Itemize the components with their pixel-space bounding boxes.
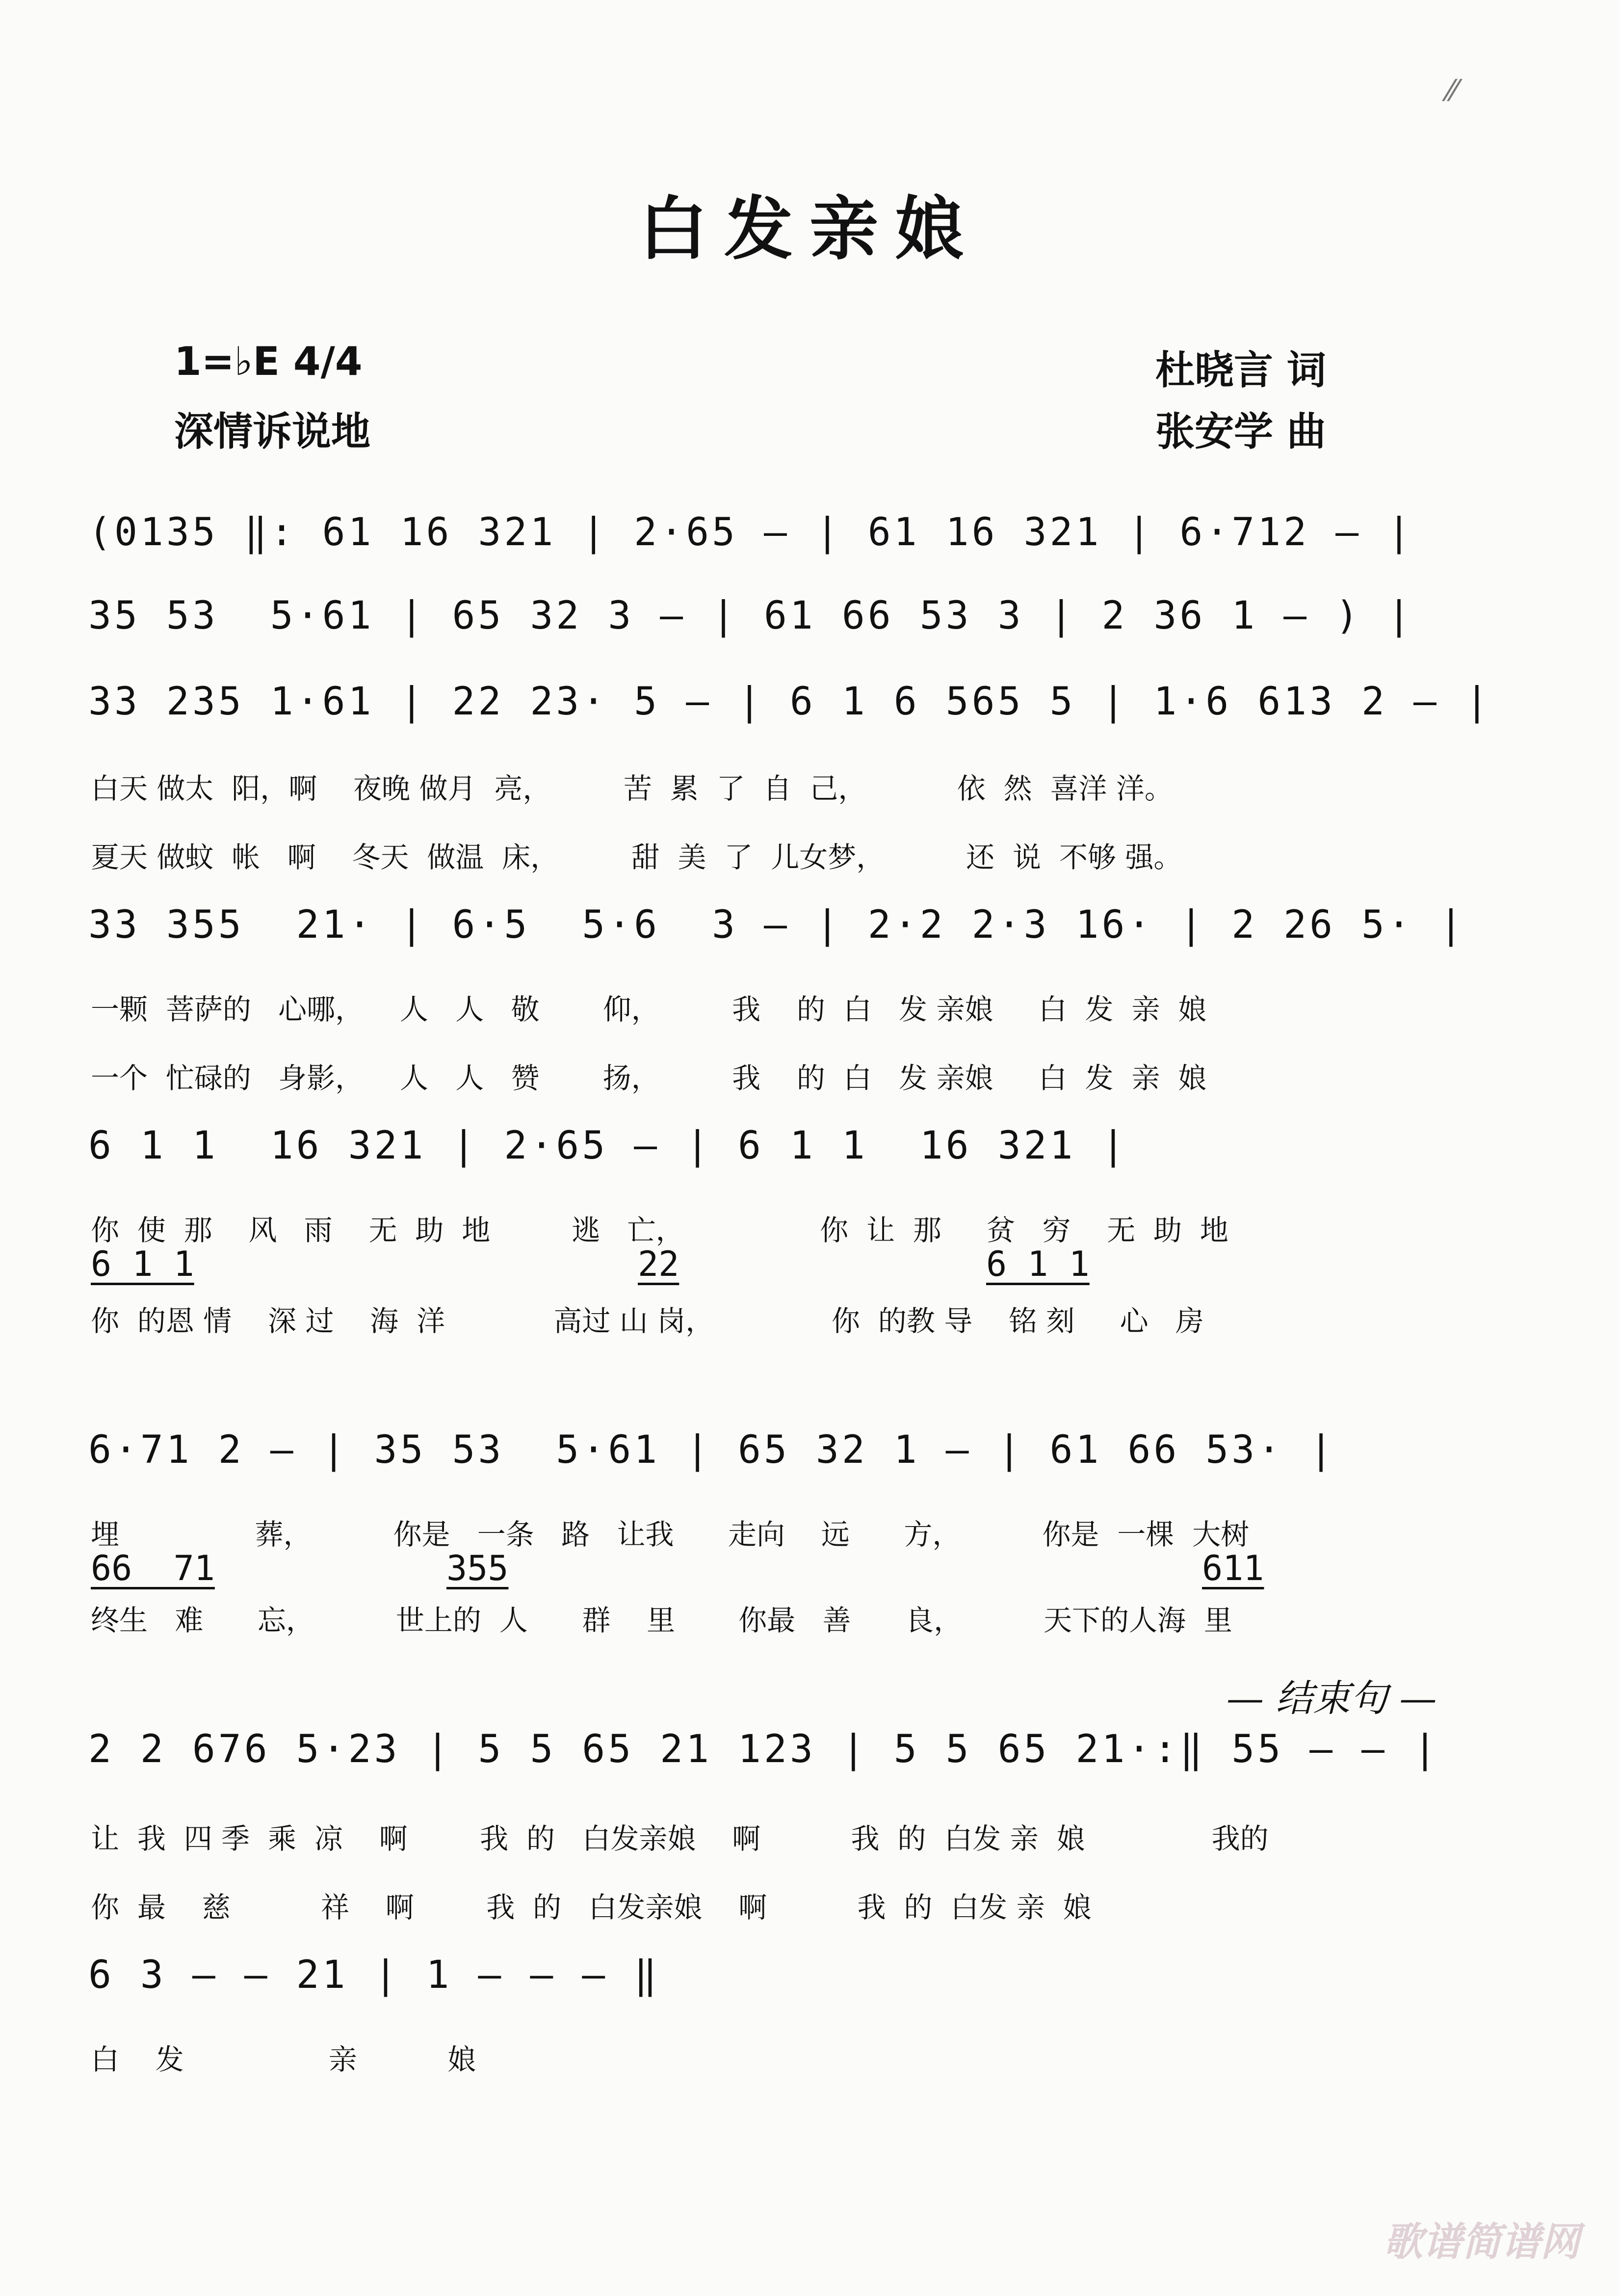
- lyric-line-7b: 你 最 慈 祥 啊 我 的 白发亲娘 啊 我 的 白发 亲 娘: [91, 1891, 1092, 1924]
- ending-annotation-text: 结束句: [1276, 1676, 1388, 1720]
- song-title: 白发亲娘: [638, 189, 980, 269]
- lyric-line-6a: 埋 葬， 你是 一条 路 让我 走向 远 方， 你是 一棵 大树: [91, 1518, 1250, 1551]
- ending-annotation: — 结束句 —: [1227, 1676, 1437, 1720]
- lyric-line-3a: 白天 做太 阳，啊 夜晚 做月 亮， 苦 累 了 自 己， 依 然 喜洋 洋。: [91, 772, 1173, 805]
- lyric-line-7a: 让 我 四 季 乘 凉 啊 我 的 白发亲娘 啊 我 的 白发 亲 娘 我的: [91, 1822, 1269, 1855]
- alt-notes-6c: 611: [1202, 1548, 1264, 1588]
- corner-mark: ⁄⁄: [1447, 74, 1457, 108]
- lyric-line-5a: 你 使 那 风 雨 无 助 地 逃 亡， 你 让 那 贫 穷 无 助 地: [91, 1214, 1228, 1247]
- site-watermark: 歌谱简谱网: [1384, 2219, 1580, 2265]
- lyric-line-6b: 终生 难 忘， 世上的 人 群 里 你最 善 良， 天下的人海 里: [91, 1604, 1232, 1637]
- notation-line-6: 6·71 2 — | 35 53 5·61 | 65 32 1 — | 61 66 53· |: [88, 1428, 1336, 1472]
- lyric-line-4b: 一个 忙碌的 身影， 人 人 赞 扬， 我 的 白 发 亲娘 白 发 亲 娘: [91, 1061, 1207, 1095]
- alt-notes-5c: 6 1 1: [986, 1244, 1090, 1284]
- alt-notes-6a: 66 71: [91, 1548, 215, 1588]
- notation-line-3: 33 235 1·61 | 22 23· 5 — | 6 1 6 565 5 | 1·6 613 2 — |: [88, 680, 1491, 724]
- alt-notes-6b: 355: [446, 1548, 509, 1588]
- alt-notes-5a: 6 1 1: [91, 1244, 194, 1284]
- alt-notes-5b: 22: [638, 1244, 679, 1284]
- notation-line-1: (0135 ‖: 61 16 321 | 2·65 — | 61 16 321 | 6·712 — |: [88, 510, 1413, 554]
- tempo-marking: 深情诉说地: [174, 409, 370, 454]
- composer: 张安学 曲: [1155, 409, 1326, 454]
- lyric-line-5b: 你 的恩 情 深 过 海 洋 高过 山 岗， 你 的教 导 铭 刻 心 房: [91, 1304, 1204, 1338]
- lyricist: 杜晓言 词: [1155, 347, 1326, 393]
- notation-line-5: 6 1 1 16 321 | 2·65 — | 6 1 1 16 321 |: [88, 1124, 1128, 1168]
- lyric-line-8: 白 发 亲 娘: [91, 2043, 476, 2076]
- notation-line-2: 35 53 5·61 | 65 32 3 — | 61 66 53 3 | 2 36 1 — ) |: [88, 594, 1413, 638]
- lyric-line-3b: 夏天 做蚊 帐 啊 冬天 做温 床， 甜 美 了 儿女梦， 还 说 不够 强。: [91, 841, 1182, 874]
- notation-line-8: 6 3 — — 21 | 1 — — — ‖: [88, 1953, 660, 1997]
- key-signature: 1=♭E 4/4: [174, 339, 363, 384]
- lyric-line-4a: 一颗 菩萨的 心哪， 人 人 敬 仰， 我 的 白 发 亲娘 白 发 亲 娘: [91, 993, 1207, 1026]
- notation-line-4: 33 355 21· | 6·5 5·6 3 — | 2·2 2·3 16· | 2 26 5· |: [88, 903, 1465, 947]
- notation-line-7: 2 2 676 5·23 | 5 5 65 21 123 | 5 5 65 21·:‖ 55 — — |: [88, 1727, 1439, 1771]
